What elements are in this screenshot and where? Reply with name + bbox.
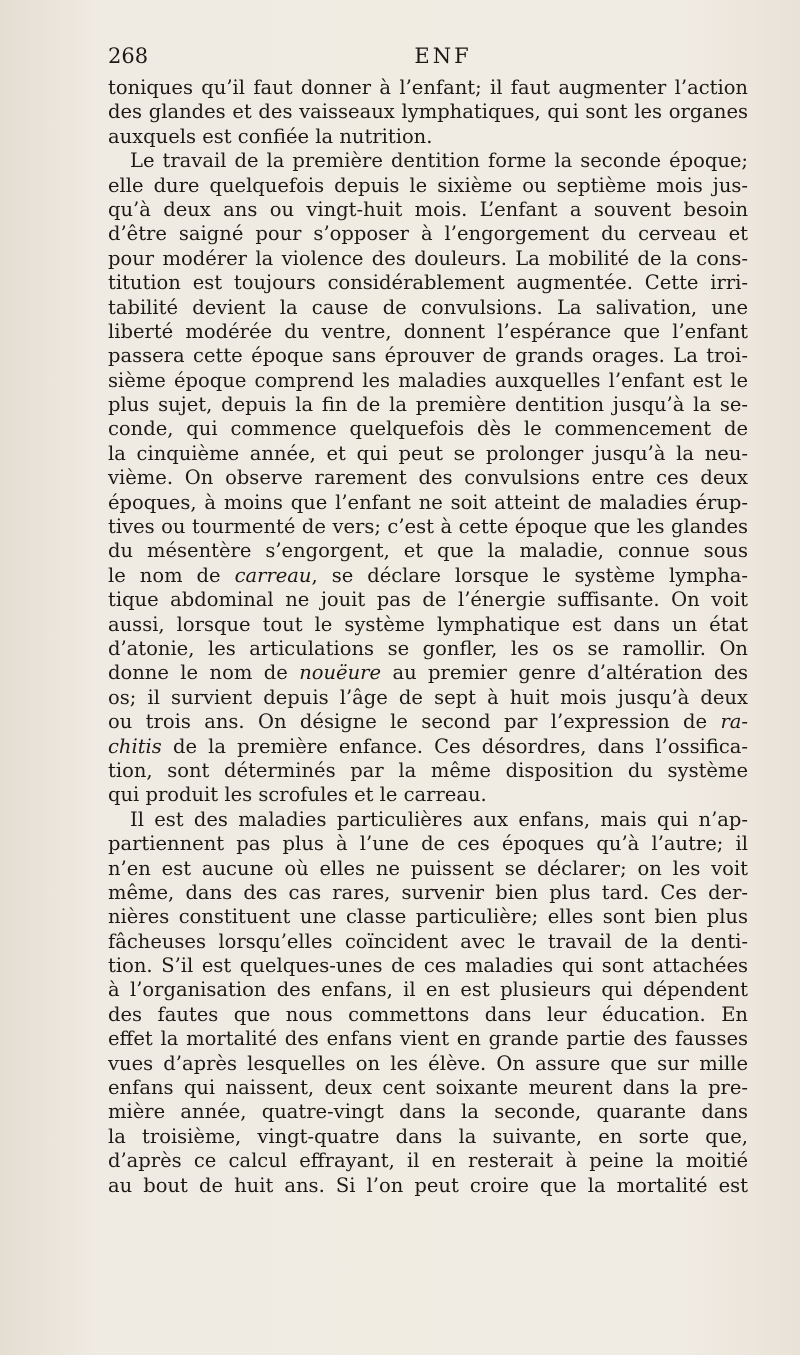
text-line: la troisième, vingt-quatre dans la suivante, en sorte que, [108,1124,748,1148]
page-number: 268 [108,44,149,68]
text-line: la cinquième année, et qui peut se prolonger jusqu’à la neu- [108,441,748,465]
text-line: tives ou tourmenté de vers; c’est à cette époque que les glandes [108,515,748,539]
text-line [108,661,748,685]
text-line: du mésentère s’engorgent, et que la maladie, connue sous [108,539,748,563]
text-line: toniques qu’il faut donner à l’enfant; il faut augmenter l’action [108,76,748,99]
text-line: d’être saigné pour s’opposer à l’engorgement du cerveau et [108,222,748,246]
text-line: tabilité devient la cause de convulsions. La salivation, une [108,295,748,319]
text-line: époques, à moins que l’enfant ne soit atteint de maladies érup- [108,490,748,514]
page-header [108,44,748,72]
text-line: tique abdominal ne jouit pas de l’énergie suffisante. On voit [108,588,748,612]
italic-term: nouëure [299,661,382,685]
text-line: des fautes que nous commettons dans leur éducation. En [108,1002,748,1026]
text-line [108,735,748,759]
text-line: conde, qui commence quelquefois dès le commencement de [108,417,748,441]
text-line: tion, sont déterminés par la même disposition du système [108,758,748,782]
text-line: mière année, quatre-vingt dans la seconde, quarante dans [108,1100,748,1124]
text-line: effet la mortalité des enfans vient en grande partie des fausses [108,1027,748,1051]
body-text [108,76,748,1198]
italic-term: ra- [720,710,748,734]
text-line: plus sujet, depuis la fin de la première dentition jusqu’à la se- [108,393,748,417]
text-line: os; il survient depuis l’âge de sept à huit mois jusqu’à deux [108,685,748,709]
text-line: n’en est aucune où elles ne puissent se déclarer; on les voit [108,856,748,880]
text-line: même, dans des cas rares, survenir bien plus tard. Ces der- [108,880,748,904]
text-line: pour modérer la violence des douleurs. La mobilité de la cons- [108,246,748,270]
text-line: vième. On observe rarement des convulsions entre ces deux [108,466,748,490]
text-line: liberté modérée du ventre, donnent l’espérance que l’enfant [108,319,748,343]
text-line: d’atonie, les articulations se gonfler, les os se ramollir. On [108,636,748,660]
text-line: qui produit les scrofules et le carreau. [108,783,487,807]
running-head: ENF [414,44,472,68]
text-line: partiennent pas plus à l’une de ces époques qu’à l’autre; il [108,832,748,856]
text-line: Il est des maladies particulières aux enfans, mais qui n’ap- [130,807,748,831]
text-line-pre: donne le nom de [108,661,300,685]
text-line: d’après ce calcul effrayant, il en resterait à peine la moitié [108,1149,748,1173]
text-line [108,710,748,734]
text-line: au bout de huit ans. Si l’on peut croire que la mortalité est [108,1173,748,1197]
text-line: passera cette époque sans éprouver de grands orages. La troi- [108,344,748,368]
text-line: tion. S’il est quelques-unes de ces maladies qui sont attachées [108,954,748,978]
italic-term: chitis [108,734,162,758]
text-line: elle dure quelquefois depuis le sixième ou septième mois jus- [108,173,748,197]
text-line: fâcheuses lorsqu’elles coïncident avec le travail de la denti- [108,929,748,953]
text-line: des glandes et des vaisseaux lymphatiques, qui sont les organes [108,100,748,124]
text-line-pre: le nom de [108,563,235,587]
text-line: auxquels est confiée la nutrition. [108,124,433,148]
text-line: Le travail de la première dentition forme la seconde époque; [130,149,748,173]
text-line-pre: ou trois ans. On désigne le second par l’expression de [108,710,721,734]
text-line [108,564,748,588]
text-line: titution est toujours considérablement augmentée. Cette irri- [108,271,748,295]
text-line: sième époque comprend les maladies auxquelles l’enfant est le [108,368,748,392]
text-line: nières constituent une classe particulière; elles sont bien plus [108,905,748,929]
text-line: à l’organisation des enfans, il en est plusieurs qui dépendent [108,978,748,1002]
text-line-post: de la première enfance. Ces désordres, dans l’ossifica- [161,734,748,758]
text-line-post: , se déclare lorsque le système lympha- [311,563,748,587]
text-line-post: au premier genre d’altération des [381,661,748,685]
italic-term: carreau [234,563,312,587]
text-line: aussi, lorsque tout le système lymphatique est dans un état [108,612,748,636]
text-line: vues d’après lesquelles on les élève. On assure que sur mille [108,1051,748,1075]
text-line: enfans qui naissent, deux cent soixante meurent dans la pre- [108,1076,748,1100]
text-line: qu’à deux ans ou vingt-huit mois. L’enfant a souvent besoin [108,197,748,221]
